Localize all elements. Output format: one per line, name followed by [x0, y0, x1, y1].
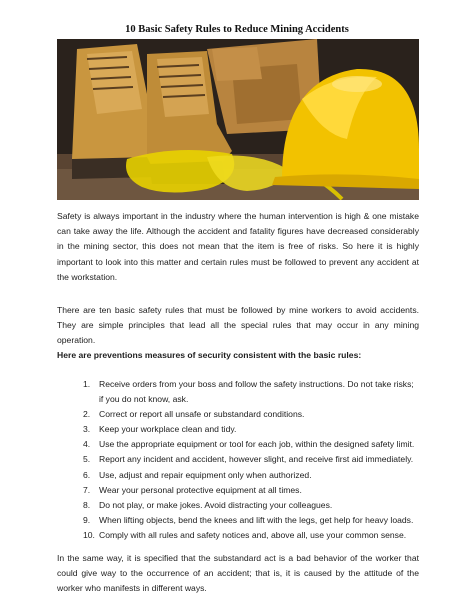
list-item — [57, 468, 419, 483]
list-item-number: 8. — [83, 499, 91, 510]
list-item-text: Wear your personal protective equipment at all times. — [99, 484, 302, 495]
list-item — [57, 422, 419, 437]
list-item-number: 1. — [83, 379, 91, 389]
rules-list — [57, 377, 419, 543]
list-item — [57, 483, 419, 498]
list-item — [57, 498, 419, 513]
list-item-number: 4. — [83, 439, 91, 450]
closing-paragraph: In the same way, it is specified that the substandard act is a bad behavior of the worker that could give way to the occurrence of an accident; that is, it is caused by the attitude of the worker who manifests in different ways. — [57, 553, 419, 594]
list-item-number: 5. — [83, 454, 91, 465]
rules-heading: Here are preventions measures of security consistent with the basic rules: — [57, 350, 362, 360]
intro-paragraph: Safety is always important in the industry where the human intervention is high & one mistake can take away the life. Although the accident and fatality figures have decreased considerably in the mining sector, this does not mean that the item is free of risks. So here it is highly important to look into this matter and certain rules must be followed to prevent any accident at the workstation. — [57, 211, 419, 282]
list-item-text: Receive orders from your boss and follow the safety instructions. Do not take risks; if you do not know, ask. — [99, 379, 414, 405]
list-item-text: Report any incident and accident, however slight, and receive first aid immediately. — [99, 454, 414, 465]
list-item-text: Do not play, or make jokes. Avoid distracting your colleagues. — [99, 499, 333, 510]
rules-overview-paragraph: There are ten basic safety rules that must be followed by mine workers to avoid accidents. They are simple principles that lead all the special rules that may occur in any mining operation. — [57, 305, 419, 346]
list-item — [57, 377, 419, 407]
list-item-text: Comply with all rules and safety notices and, above all, use your common sense. — [99, 529, 407, 540]
list-item-number: 3. — [83, 424, 91, 435]
list-item-number: 9. — [83, 514, 91, 525]
list-item-text: Correct or report all unsafe or substandard conditions. — [99, 409, 305, 420]
safety-equipment-photo — [57, 39, 419, 200]
list-item-number: 10. — [83, 529, 95, 540]
list-item-number: 2. — [83, 409, 91, 420]
list-item — [57, 513, 419, 528]
list-item-number: 7. — [83, 484, 91, 495]
list-item — [57, 437, 419, 452]
list-item-text: Use, adjust and repair equipment only when authorized. — [99, 469, 312, 480]
list-item — [57, 452, 419, 467]
list-item-number: 6. — [83, 469, 91, 480]
list-item-text: When lifting objects, bend the knees and lift with the legs, get help for heavy loads. — [99, 514, 414, 525]
list-item — [57, 407, 419, 422]
list-item — [57, 528, 419, 543]
document-title: 10 Basic Safety Rules to Reduce Mining Accidents — [125, 24, 349, 35]
list-item-text: Use the appropriate equipment or tool for each job, within the designed safety limit. — [99, 439, 415, 450]
list-item-text: Keep your workplace clean and tidy. — [99, 424, 237, 435]
